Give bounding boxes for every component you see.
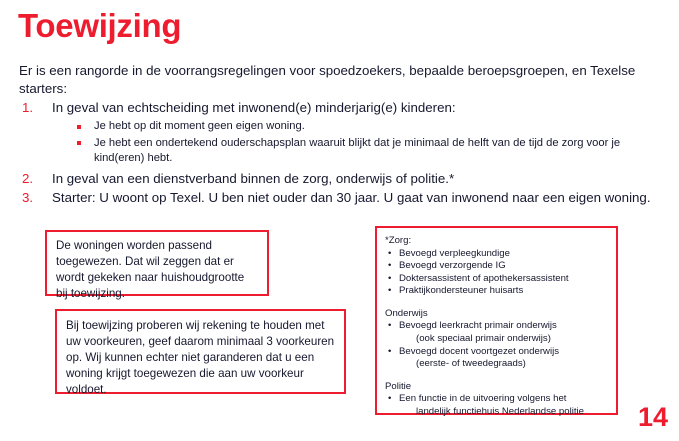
callout-passend-text: De woningen worden passend toegewezen. Dat wil zeggen dat er wordt gekeken naar huishoudgrootte bij toewijzing.: [56, 239, 245, 300]
politie-heading: Politie: [385, 380, 412, 392]
list-item: [385, 260, 610, 273]
sub-list-item: [52, 119, 667, 135]
list-item: [385, 285, 610, 298]
list-item-text: In geval van een dienstverband binnen de zorg, onderwijs of politie.*: [52, 170, 455, 186]
beroepsgroepen-content: [377, 228, 616, 422]
list-item-text: Een functie in de uitvoering volgens het: [399, 393, 567, 405]
sub-list-item-text: Je hebt een ondertekend ouderschapsplan waaruit blijkt dat je minimaal de helft van de tijd de zorg voor je kind(eren) hebt.: [94, 136, 621, 164]
callout-voorkeuren-text: Bij toewijzing proberen wij rekening te houden met uw voorkeuren, geef daarom minimaal 3 voorkeuren op. Wij kunnen echter niet garanderen dat u een woning krijgt toegewezen die aan uw voorkeur voldoet.: [66, 319, 335, 396]
callout-box-beroepsgroepen: [375, 226, 618, 415]
list-item: [385, 393, 610, 418]
list-item-subtext: landelijk functiehuis Nederlandse politie: [416, 405, 584, 417]
list-item-text: Bevoegd verpleegkundige: [399, 247, 510, 259]
list-item-subtext: (eerste- of tweedegraads): [416, 358, 526, 370]
bullet-icon: •: [388, 272, 392, 284]
intro-paragraph: Er is een rangorde in de voorrangsregelingen voor spoedzoekers, bepaalde beroepsgroepen, en Texelse starters:: [19, 63, 636, 96]
list-item: [19, 189, 667, 207]
list-marker: 1.: [22, 100, 34, 115]
page-title: Toewijzing: [18, 7, 182, 44]
list-item: [19, 99, 667, 167]
sub-list: [52, 119, 667, 167]
list-item: [385, 346, 610, 371]
list-marker: 3.: [22, 189, 34, 205]
onderwijs-list: [385, 320, 610, 370]
sub-list-item: [52, 136, 667, 167]
zorg-list: [385, 248, 610, 298]
square-bullet-icon: [77, 125, 81, 129]
list-item-text: In geval van echtscheiding met inwonend(e) minderjarig(e) kinderen:: [52, 100, 456, 115]
ordered-list: [19, 99, 667, 208]
page-number: 14: [637, 402, 668, 432]
zorg-heading: *Zorg:: [385, 235, 412, 246]
list-item: [19, 170, 667, 188]
onderwijs-heading: Onderwijs: [385, 307, 428, 319]
bullet-icon: •: [388, 247, 392, 259]
bullet-icon: •: [388, 320, 392, 332]
list-item-text: Bevoegd leerkracht primair onderwijs: [399, 320, 557, 332]
list-item: [385, 273, 610, 286]
politie-list: [385, 393, 610, 418]
list-item-text: Bevoegd docent voortgezet onderwijs: [399, 345, 559, 357]
bullet-icon: •: [388, 260, 392, 272]
list-marker: 2.: [22, 170, 34, 186]
square-bullet-icon: [77, 141, 81, 145]
list-item-subtext: (ook speciaal primair onderwijs): [416, 332, 551, 344]
bullet-icon: •: [388, 345, 392, 357]
list-item-text: Praktijkondersteuner huisarts: [399, 285, 524, 297]
list-item-text: Starter: U woont op Texel. U ben niet ouder dan 30 jaar. U gaat van inwonend naar een eigen woning.: [52, 189, 651, 205]
list-item: [385, 320, 610, 345]
list-item: [385, 248, 610, 261]
list-item-text: Doktersassistent of apothekersassistent: [399, 272, 569, 284]
bullet-icon: •: [388, 393, 392, 405]
callout-box-passend-toewijzen: [45, 230, 269, 300]
list-item-text: Bevoegd verzorgende IG: [399, 260, 506, 272]
bullet-icon: •: [388, 285, 392, 297]
sub-list-item-text: Je hebt op dit moment geen eigen woning.: [94, 120, 305, 132]
callout-box-voorkeuren: [55, 309, 346, 394]
